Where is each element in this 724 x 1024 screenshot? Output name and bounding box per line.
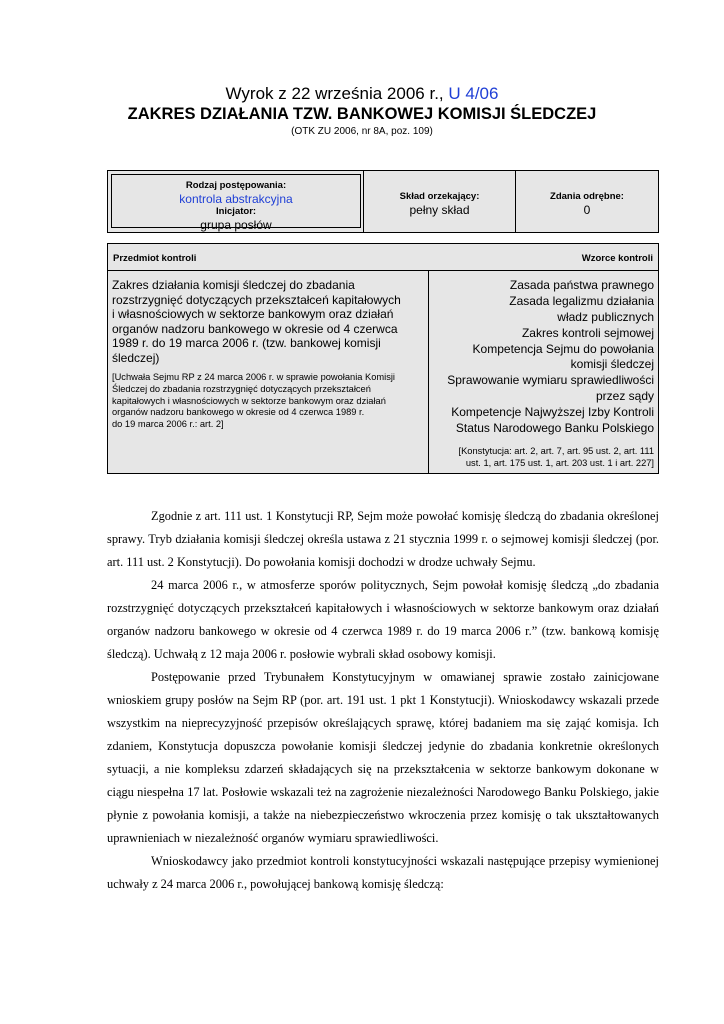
pattern-item <box>432 373 654 404</box>
judgment-body <box>107 505 659 896</box>
subject-line: rozstrzygnięć dotyczących przekształceń kapitałowych <box>112 292 401 307</box>
subject-text <box>112 278 424 366</box>
subject-line: i własnościowych w sektorze bankowym oraz działań <box>112 307 394 322</box>
patterns-list <box>432 278 654 437</box>
initiator-value: grupa posłów <box>200 218 272 232</box>
subject-line: organów nadzoru bankowego w okresie od 4 czerwca <box>112 321 398 336</box>
body-paragraph: Postępowanie przed Trybunałem Konstytucyjnym w omawianej sprawie zostało zainicjowane wnioskiem grupy posłów na Sejm RP (por. art. 191 ust. 1 pkt 1 Konstytucji). Wnioskodawcy wskazali przede wszystkim na nieprecyzyjność przepisów określających sprawę, której badaniem ma się zająć komisja. Ich zdaniem, Konstytucja dopuszcza powołanie komisji śledczej jedynie do zbadania konkretnie określonych sytuacji, a nie kompleksu zdarzeń składających się na przekształcenia w sektorze bankowym dokonane w ciągu niespełna 17 lat. Posłowie wskazali też na zagrożenie niezależności Narodowego Banku Polskiego, jakie płynie z powołania komisji, a także na niebezpieczeństwo wkroczenia przez komisję o tak ukształtowanych uprawnieniach w niezależność organów wymiaru sprawiedliwości. <box>107 670 659 845</box>
pattern-line: Status Narodowego Banku Polskiego <box>455 421 654 436</box>
bench-label: Skład orzekający: <box>399 191 480 202</box>
subject-line: Zakres działania komisji śledczej do zbadania <box>112 278 355 292</box>
resolution-line: do 19 marca 2006 r.: art. 2] <box>112 419 224 430</box>
pattern-line: Kompetencje Najwyższej Izby Kontroli <box>451 404 654 419</box>
judgment-title <box>0 84 724 104</box>
resolution-line: [Uchwała Sejmu RP z 24 marca 2006 r. w sprawie powołania Komisji <box>112 372 395 382</box>
control-table <box>107 243 659 474</box>
pattern-item <box>432 278 654 294</box>
subject-header: Przedmiot kontroli <box>113 253 197 264</box>
pattern-line: Sprawowanie wymiaru sprawiedliwości <box>447 373 654 388</box>
pattern-item <box>432 294 654 325</box>
patterns-column <box>429 271 658 473</box>
patterns-header: Wzorce kontroli <box>581 253 653 264</box>
resolution-line: organów nadzoru bankowego w okresie od 4 czerwca 1989 r. <box>112 407 365 418</box>
body-paragraph: Wnioskodawcy jako przedmiot kontroli konstytucyjności wskazali następujące przepisy wymienionej uchwały z 24 marca 2006 r., powołującej bankową komisję śledczą: <box>107 854 659 891</box>
body-paragraph: Zgodnie z art. 111 ust. 1 Konstytucji RP, Sejm może powołać komisję śledczą do zbadania określonej sprawy. Tryb działania komisji śledczej określa ustawa z 21 stycznia 1999 r. o sejmowej komisji śledczej (por. art. 111 ust. 2 Konstytucji). Do powołania komisji dochodzi w drodze uchwały Sejmu. <box>107 509 659 569</box>
proceeding-inner-box <box>111 174 361 232</box>
subject-column <box>108 271 429 473</box>
resolution-line: Śledczej do zbadania rozstrzygnięć dotyczących przekształceń <box>112 383 371 394</box>
constitution-reference <box>432 446 654 470</box>
control-table-header <box>108 244 658 271</box>
proceeding-cell <box>108 171 364 232</box>
case-info-table <box>107 170 659 233</box>
constitution-line: [Konstytucja: art. 2, art. 7, art. 95 ust. 2, art. 111 <box>458 446 654 456</box>
publication-reference: (OTK ZU 2006, nr 8A, poz. 109) <box>291 126 433 137</box>
pattern-line: przez sądy <box>595 388 654 403</box>
resolution-line: kapitałowych i własnościowych w sektorze bankowym oraz działań <box>112 395 386 406</box>
initiator-label: Inicjator: <box>215 206 257 217</box>
proceeding-label: Rodzaj postępowania: <box>185 180 287 191</box>
case-number-link[interactable]: U 4/06 <box>448 84 499 103</box>
judgment-subject: ZAKRES DZIAŁANIA TZW. BANKOWEJ KOMISJI ŚLEDCZEJ <box>127 105 597 123</box>
subject-line: 1989 r. do 19 marca 2006 r. (tzw. bankowej komisji <box>112 336 381 351</box>
pattern-line: Kompetencja Sejmu do powołania <box>472 341 654 356</box>
dissent-cell <box>516 171 658 232</box>
dissent-value: 0 <box>583 203 591 217</box>
bench-cell <box>364 171 516 232</box>
pattern-line: komisji śledczej <box>570 357 654 372</box>
judgment-date: Wyrok z 22 września 2006 r., <box>225 84 449 103</box>
bench-value: pełny skład <box>409 203 470 217</box>
pattern-item <box>432 421 654 437</box>
pattern-line: władz publicznych <box>557 309 654 324</box>
resolution-reference <box>112 372 424 431</box>
proceeding-value[interactable]: kontrola abstrakcyjna <box>179 192 293 206</box>
pattern-item <box>432 326 654 342</box>
subject-line: śledczej) <box>112 350 160 365</box>
dissent-label: Zdania odrębne: <box>550 191 624 202</box>
constitution-line: ust. 1, art. 175 ust. 1, art. 203 ust. 1 i art. 227] <box>465 457 654 468</box>
pattern-item <box>432 342 654 373</box>
pattern-line: Zasada legalizmu działania <box>509 294 654 309</box>
body-paragraph: 24 marca 2006 r., w atmosferze sporów politycznych, Sejm powołał komisję śledczą „do zbadania rozstrzygnięć dotyczących przekształceń kapitałowych i własnościowych w sektorze bankowym oraz działań organów nadzoru bankowego w okresie od 4 czerwca 1989 r. do 19 marca 2006 r.” (tzw. bankową komisję śledczą). Uchwałą z 12 maja 2006 r. posłowie wybrali skład osobowy komisji. <box>107 578 659 661</box>
pattern-line: Zasada państwa prawnego <box>509 278 654 292</box>
pattern-line: Zakres kontroli sejmowej <box>521 325 654 340</box>
pattern-item <box>432 405 654 421</box>
